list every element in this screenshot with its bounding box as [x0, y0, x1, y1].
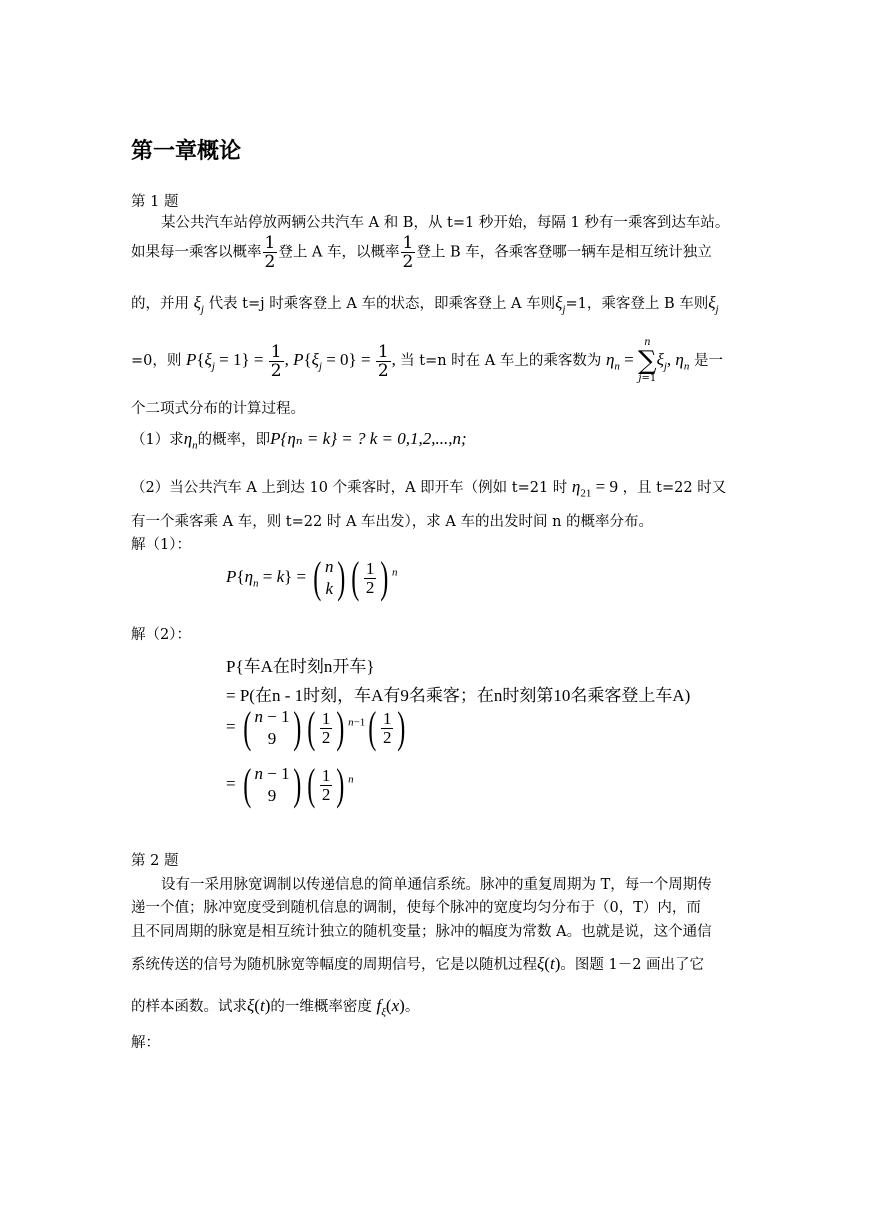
text: 当 t=n 时在 A 车上的乘客数为: [400, 353, 602, 369]
math-eta-n: $\eta_n$: [183, 429, 198, 452]
q1-para-line-3: [131, 292, 719, 315]
text: 代表 t=j 时乘客登上 A 车的状态，即乘客登上 A 车则: [208, 296, 556, 312]
text: （2）当公共汽车 A 上到达 10 个乘客时，A 即开车（例如 t=21 时: [131, 480, 568, 496]
solution-2-line-4: = ( n − 1 9 ) ( $\frac{1}{2}$ ) $^n$: [226, 760, 354, 809]
fraction-one-half: $\frac{1}{2}$: [402, 233, 414, 272]
q1-sub-question-2-line-2: 有一个乘客乘 A 车，则 t=22 时 A 车出发），求 A 车的出发时间 n 的概率分布。: [131, 514, 654, 530]
q1-para-line-1: 某公共汽车站停放两辆公共汽车 A 和 B，从 t=1 秒开始，每隔 1 秒有一乘客到达车站。: [161, 215, 730, 231]
fraction-one-half: $\frac{1}{2}$: [377, 341, 389, 381]
q2-solution-label: 解：: [131, 1035, 160, 1051]
fraction-one-half: $\frac{1}{2}$: [264, 233, 276, 272]
q2-line-2: 递一个值；脉冲宽度受到随机信息的调制，使每个脉冲的宽度均匀分布于（0，T）内，而: [131, 900, 701, 916]
text: 的一维概率密度: [270, 999, 372, 1015]
text: （1）求: [131, 432, 184, 448]
math-xi-j: $\xi_j$: [555, 293, 566, 316]
text: 的概率，即: [197, 432, 271, 448]
text: 登上 B 车，各乘客登哪一辆车是相互统计独立: [416, 244, 712, 261]
text: 。: [404, 999, 420, 1015]
q2-line-5: [131, 995, 419, 1018]
fraction-one-half: $\frac{1}{2}$: [270, 341, 282, 381]
chapter-title: 第一章概论: [131, 139, 242, 164]
math-xi-j: $\xi_j$: [193, 293, 204, 316]
solution-2-label: 解（2）：: [131, 627, 191, 643]
solution-2-line-1: P{车A在时刻n开车}: [226, 657, 375, 676]
text: ，且 t=22 时又: [622, 480, 727, 496]
math-eta-sum: $\eta_n$ =: [605, 350, 639, 373]
text: 的，并用: [131, 296, 189, 312]
solution-2-line-3: = ( n − 1 9 ) ( $\frac{1}{2}$ ) $^{n-1}$( $\frac{1}{2}$ ): [226, 703, 406, 752]
text: 的样本函数。试求: [131, 999, 247, 1015]
math-prob-question: P{ηₙ = k} = ? k = 0,1,2,...,n;: [270, 429, 467, 448]
math-prob-eq: , $P\{\xi_j = 0\}$ =: [284, 350, 375, 373]
math-xi-t: ξ(t): [247, 996, 271, 1015]
text: =1，乘客登上 B 车则: [565, 296, 709, 312]
q1-label: 第 1 题: [131, 194, 179, 210]
solution-2-line-2: = P(在n - 1时刻，车A有9名乘客；在n时刻第10名乘客登上车A): [226, 686, 691, 705]
text: 是一: [693, 353, 723, 369]
q1-para-line-2: [131, 234, 712, 271]
math-prob-eq: $P\{\xi_j = 1\}$ =: [185, 350, 268, 373]
math-eta21: $\eta_{21} = 9$: [571, 477, 618, 500]
q2-line-1: 设有一采用脉宽调制以传递信息的简单通信系统。脉冲的重复周期为 T，每一个周期传: [161, 877, 712, 893]
q1-para-line-4: =0，则 $P\{\xi_j = 1\}$ = $\frac{1}{2}$ , $P\{\xi_j = 0\}$ = $\frac{1}{2}$ , 当 t=n 时在 A 车上的乘客数为 $\eta_n$ = n ∑ j=1 $\xi_j$, $\eta_n$ 是一: [131, 337, 723, 384]
solution-1-equation: $P\{\eta_n = k\}$ = ( n k ) ( $\frac{1}{2}$ ) $^n$: [226, 553, 398, 602]
q1-sub-question-1: [131, 428, 467, 451]
math-density: $f_\xi(x)$: [376, 996, 405, 1019]
sum-symbol: n ∑ j=1: [638, 337, 657, 384]
math-xi-t: ξ(t): [537, 954, 561, 973]
text: 系统传送的信号为随机脉宽等幅度的周期信号，它是以随机过程: [131, 957, 537, 973]
text: =0，则: [131, 353, 182, 369]
q2-line-4: [131, 953, 704, 974]
math-xi-j: $\xi_j$: [708, 293, 719, 316]
text: 如果每一乘客以概率: [131, 244, 262, 261]
q1-sub-question-2-line-1: [131, 476, 726, 499]
text: 登上 A 车，以概率: [278, 244, 400, 261]
solution-1-label: 解（1）：: [131, 537, 191, 553]
q2-label: 第 2 题: [131, 853, 179, 869]
q2-line-3: 且不同周期的脉宽是相互统计独立的随机变量；脉冲的幅度为常数 A。也就是说，这个通信: [131, 924, 712, 940]
q1-para-line-5: 个二项式分布的计算过程。: [131, 401, 305, 417]
text: 。图题 1－2 画出了它: [560, 957, 705, 973]
